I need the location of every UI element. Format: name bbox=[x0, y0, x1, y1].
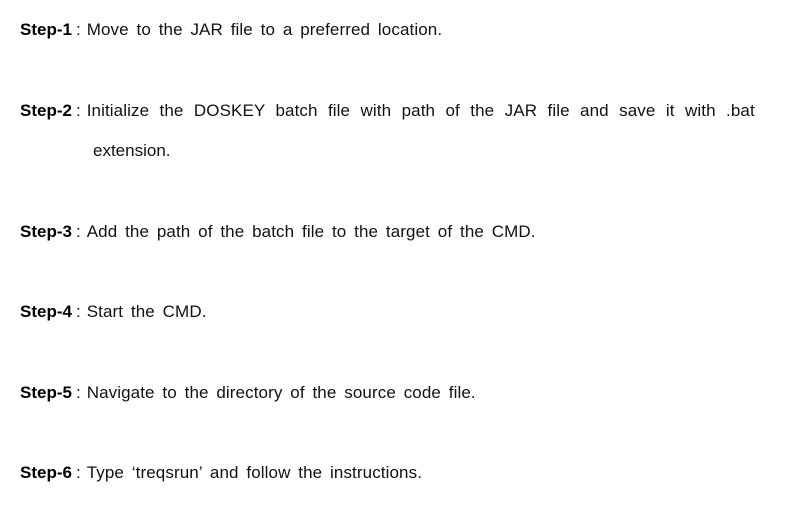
step-2 bbox=[20, 101, 755, 121]
step-separator: : bbox=[75, 101, 81, 120]
step-separator: : bbox=[75, 20, 81, 39]
step-2-continuation: extension. bbox=[93, 141, 171, 160]
step-text: Move to the JAR file to a preferred location. bbox=[86, 20, 443, 39]
step-6 bbox=[20, 463, 422, 483]
step-4 bbox=[20, 302, 207, 322]
step-separator: : bbox=[75, 302, 81, 321]
step-label: Step-3 bbox=[20, 222, 72, 241]
step-separator: : bbox=[75, 463, 81, 482]
step-5 bbox=[20, 383, 476, 403]
step-text: Navigate to the directory of the source code file. bbox=[86, 383, 476, 402]
step-label: Step-2 bbox=[20, 101, 72, 120]
step-text: Initialize the DOSKEY batch file with path of the JAR file and save it with .bat bbox=[86, 101, 755, 120]
step-label: Step-6 bbox=[20, 463, 72, 482]
step-label: Step-4 bbox=[20, 302, 72, 321]
step-text: Type ‘treqsrun’ and follow the instructions. bbox=[86, 463, 423, 482]
step-1 bbox=[20, 20, 442, 40]
step-separator: : bbox=[75, 222, 81, 241]
step-3 bbox=[20, 222, 536, 242]
step-text: Start the CMD. bbox=[86, 302, 207, 321]
step-text: Add the path of the batch file to the target of the CMD. bbox=[86, 222, 536, 241]
step-label: Step-1 bbox=[20, 20, 72, 39]
step-separator: : bbox=[75, 383, 81, 402]
step-label: Step-5 bbox=[20, 383, 72, 402]
